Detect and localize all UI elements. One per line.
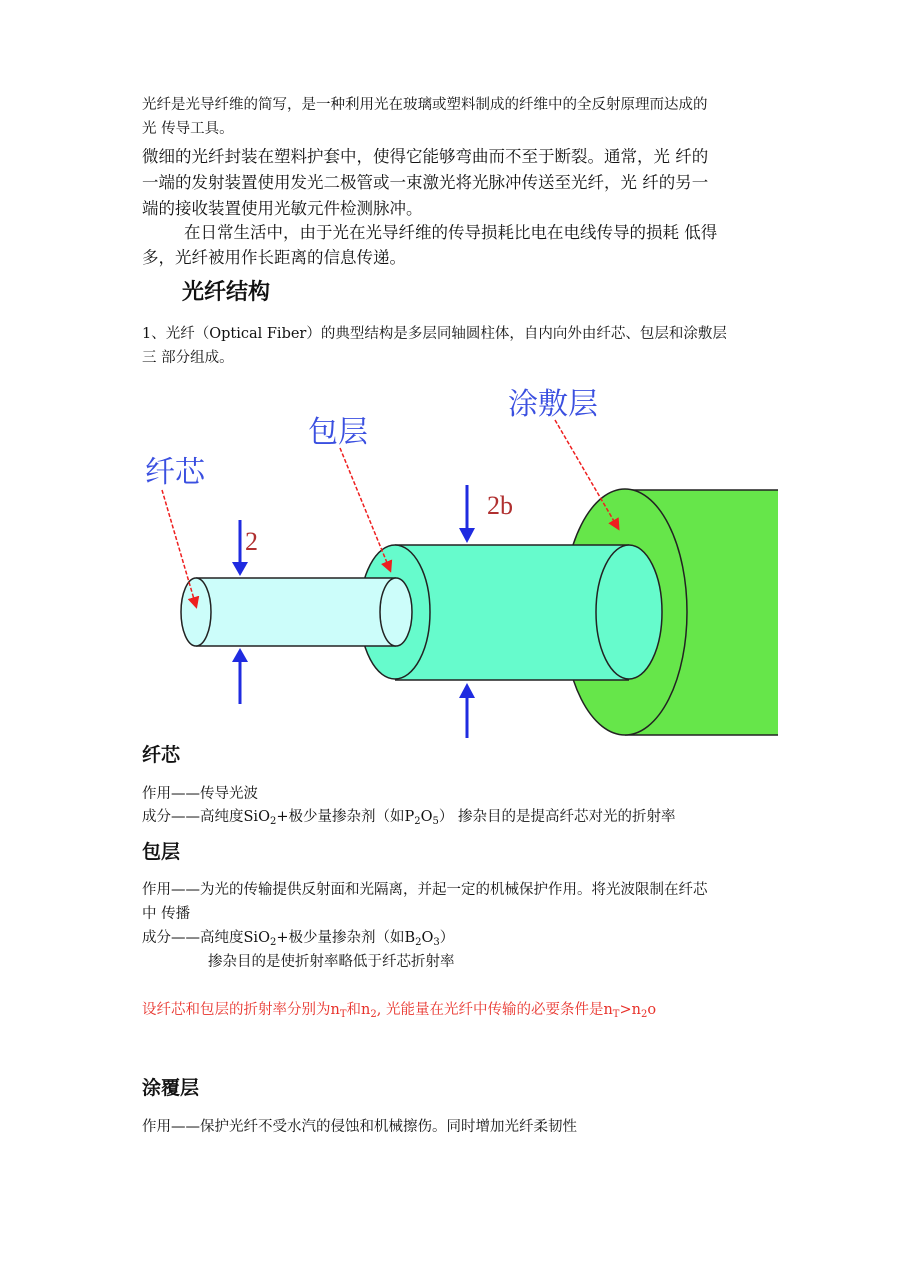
- core-function: 作用——传导光波: [142, 786, 258, 802]
- intro-line-1: 光纤是光导纤维的简写，是一种利用光在玻璃或塑料制成的纤维中的全反射原理而达成的: [142, 97, 708, 113]
- structure-line-2: 三 部分组成。: [142, 350, 234, 366]
- core-cylinder: [181, 578, 412, 646]
- cladding-function-line-2: 中 传播: [142, 906, 191, 922]
- intro-line-7: 多，光纤被用作长距离的信息传递。: [142, 248, 406, 267]
- structure-line-1: 1、光纤（Optical Fiber）的典型结构是多层同轴圆柱体，自内向外由纤芯、包层和涂敷层: [142, 326, 727, 342]
- core-composition: 成分——高纯度SiO$_2$+极少量掺杂剂（如$P_2O_5$） 掺杂目的是提高纤芯对光的折射率: [142, 809, 676, 827]
- transmission-condition: 设纤芯和包层的折射率分别为$n_T$和$n_2$, 光能量在光纤中传输的必要条件是$n_T>n_2o$: [142, 1002, 657, 1020]
- intro-line-6: 在日常生活中，由于光在光导纤维的传导损耗比电在电线传导的损耗 低得: [184, 223, 718, 242]
- intro-line-4: 一端的发射装置使用发光二极管或一束激光将光脉冲传送至光纤，光 纤的另一: [142, 173, 709, 192]
- section-title-coating: 涂覆层: [142, 1077, 200, 1099]
- label-core: 纤芯: [145, 455, 205, 490]
- cladding-composition: 成分——高纯度SiO$_2$+极少量掺杂剂（如$B_2O_3$）: [142, 930, 455, 948]
- cladding-diameter-label: 2b: [487, 491, 513, 520]
- label-cladding: 包层: [308, 415, 368, 450]
- core-diameter-label: 2: [245, 527, 258, 556]
- fiber-structure-diagram: [140, 380, 780, 740]
- cladding-purpose: 掺杂目的是使折射率略低于纤芯折射率: [208, 954, 455, 970]
- intro-line-5: 端的接收装置使用光敏元件检测脉冲。: [142, 199, 423, 218]
- label-coating: 涂敷层: [508, 387, 598, 422]
- page-heading: 光纤结构: [182, 280, 271, 305]
- coating-function: 作用——保护光纤不受水汽的侵蚀和机械擦伤。同时增加光纤柔韧性: [142, 1119, 577, 1135]
- section-title-cladding: 包层: [142, 841, 181, 863]
- intro-line-2: 光 传导工具。: [142, 121, 234, 137]
- cladding-function-line-1: 作用——为光的传输提供反射面和光隔离，并起一定的机械保护作用。将光波限制在纤芯: [142, 882, 708, 898]
- section-title-core: 纤芯: [142, 744, 181, 766]
- intro-line-3: 微细的光纤封装在塑料护套中，使得它能够弯曲而不至于断裂。通常，光 纤的: [142, 147, 709, 166]
